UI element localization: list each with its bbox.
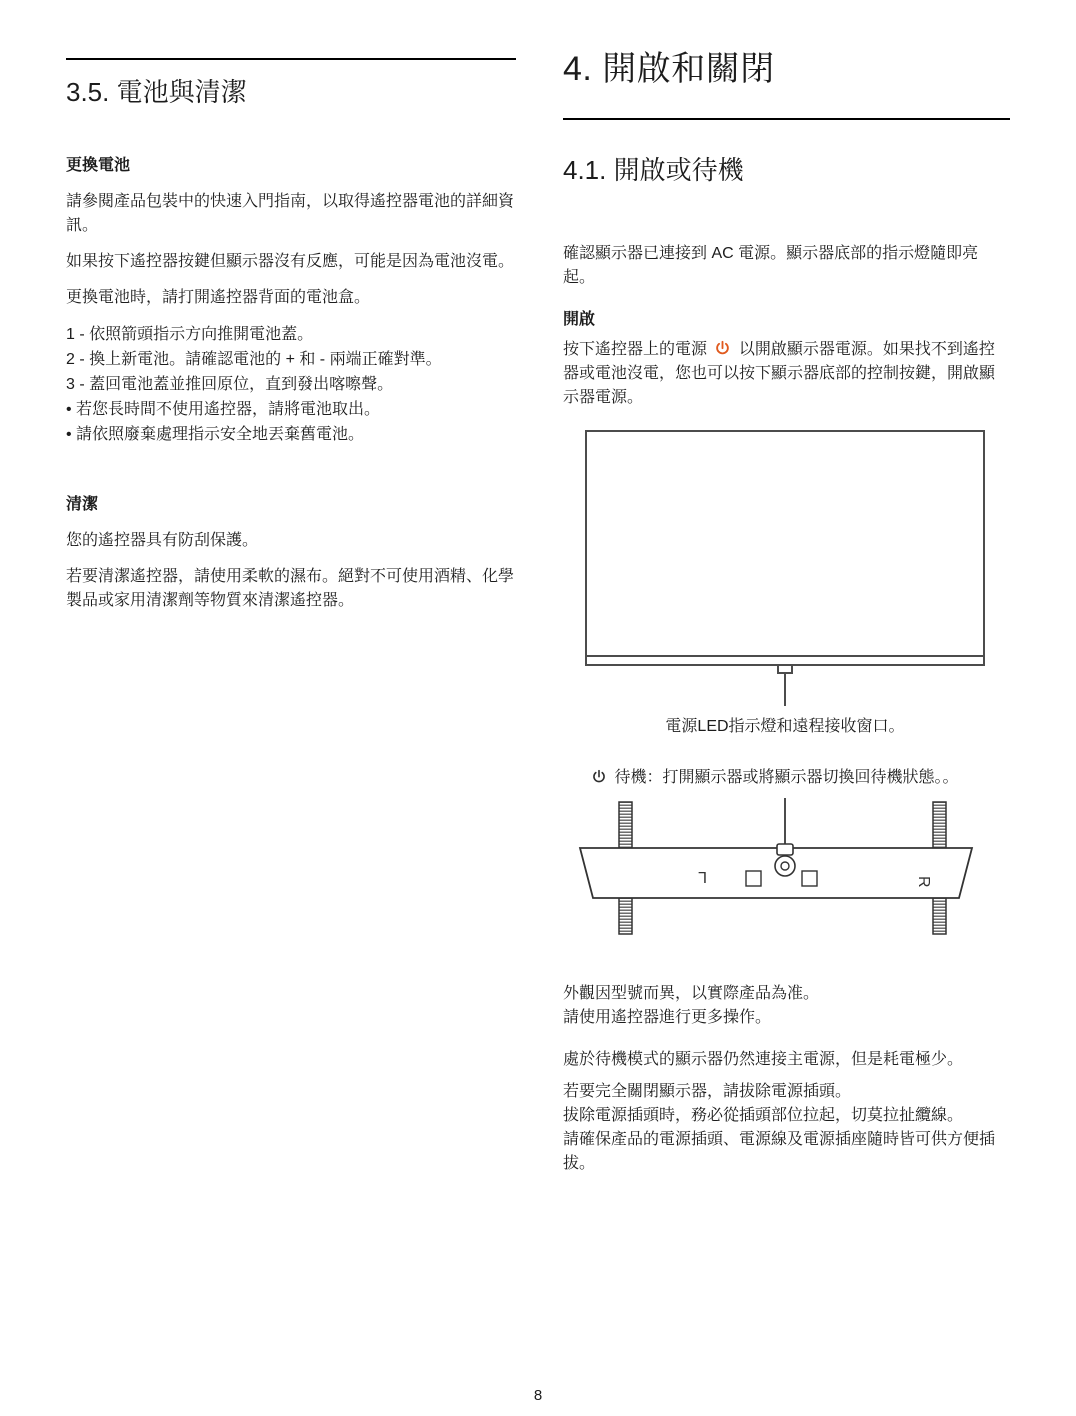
standby-text: 待機：打開顯示器或將顯示器切換回待機狀態。。: [614, 769, 959, 786]
subheading-replace-batteries: 更換電池: [66, 157, 131, 174]
control-button-cap: [777, 844, 793, 855]
note-line: 請使用遙控器進行更多操作。: [563, 1009, 772, 1026]
note-line: 外觀因型號而異，以實際產品為准。: [563, 985, 820, 1002]
power-off-instructions: [563, 1080, 1010, 1176]
connector-right: [802, 871, 817, 886]
tv-front-diagram: [585, 430, 985, 738]
diagram-caption: 電源LED指示燈和遠程接收窗口。: [665, 718, 905, 735]
paragraph: 若要清潔遙控器，請使用柔軟的濕布。絕對不可使用酒精、化學製品或家用清潔劑等物質來清潔遙控器。: [66, 568, 515, 609]
instruction-line: 若要完全關閉顯示器，請拔除電源插頭。: [563, 1083, 852, 1100]
list-item: 3 - 蓋回電池蓋並推回原位，直到發出喀嚓聲。: [66, 376, 394, 393]
power-icon: [591, 769, 607, 785]
paragraph: 如果按下遙控器按鍵但顯示器沒有反應，可能是因為電池沒電。: [66, 253, 515, 270]
chapter-title-on-off: 4. 開啟和關閉: [563, 50, 775, 88]
connector-left: [746, 871, 761, 886]
pointer-line: [784, 674, 786, 706]
instruction-line: 請確保產品的電源插頭、電源線及電源插座隨時皆可供方便插拔。: [563, 1131, 996, 1172]
page-number: 8: [533, 1387, 543, 1404]
paragraph: 更換電池時，請打開遙控器背面的電池盒。: [66, 289, 371, 306]
right-column: [563, 50, 1010, 1176]
subheading-power-on: 開啟: [563, 311, 596, 328]
battery-steps-list: [66, 322, 516, 447]
paragraph: 請參閱產品包裝中的快速入門指南，以取得遙控器電池的詳細資訊。: [66, 193, 515, 234]
section-title-on-standby: 4.1. 開啟或待機: [563, 155, 744, 185]
list-item: 1 - 依照箭頭指示方向推開電池蓋。: [66, 326, 314, 343]
instruction-line: 拔除電源插頭時，務必從插頭部位拉起，切莫拉扯纜線。: [563, 1107, 964, 1124]
appearance-notes: [563, 982, 1010, 1030]
tv-bottom-diagram: [575, 798, 995, 940]
list-item: 2 - 換上新電池。請確認電池的 + 和 - 兩端正確對準。: [66, 351, 442, 368]
paragraph-intro: 確認顯示器已連接到 AC 電源。顯示器底部的指示燈隨即亮起。: [563, 245, 979, 286]
tv-screen-outline: [585, 430, 985, 666]
paragraph-power-on: [563, 338, 1010, 410]
standby-instruction: [588, 766, 1010, 790]
subheading-cleaning: 清潔: [66, 496, 99, 513]
tv-bottom-panel: [580, 848, 972, 898]
stand-label-right: R: [915, 876, 932, 888]
power-on-text-before: 按下遙控器上的電源: [563, 341, 708, 358]
list-item: • 請依照廢棄處理指示安全地丟棄舊電池。: [66, 426, 365, 443]
paragraph-standby-power: 處於待機模式的顯示器仍然連接主電源，但是耗電極少。: [563, 1051, 964, 1068]
tv-bottom-bezel-line: [587, 655, 983, 657]
paragraph: 您的遙控器具有防刮保護。: [66, 532, 259, 549]
left-column: [66, 58, 516, 613]
control-button: [775, 856, 795, 876]
list-item: • 若您長時間不使用遙控器，請將電池取出。: [66, 401, 381, 418]
section-title-battery-cleaning: 3.5. 電池與清潔: [66, 77, 247, 107]
stand-label-left: L: [698, 868, 707, 885]
power-led-window: [777, 666, 793, 674]
power-icon: [714, 340, 731, 357]
power-on-text-after: 以開啟顯示器電源。如果找不到遙控器或電池沒電，您也可以按下顯示器底部的控制按鍵，開啟顯示器電源。: [563, 341, 996, 406]
chapter-divider: [563, 118, 1010, 120]
section-divider: [66, 58, 516, 60]
